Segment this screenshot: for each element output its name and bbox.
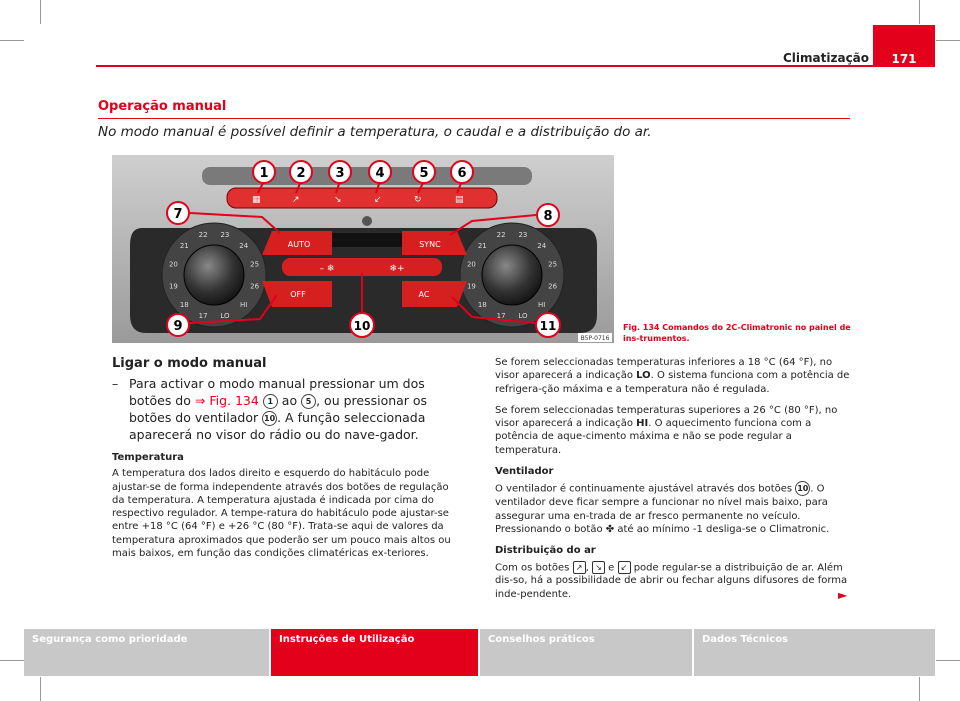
dial-tick-label: 18 (179, 301, 189, 310)
callout-7: 7 (173, 207, 183, 222)
lo-text-b: . O sistema funciona com a potência de refrigera-ção máxima e a temperatura não é regulada. (495, 370, 850, 395)
lo-paragraph (495, 356, 851, 396)
dial-tick-label: 24 (537, 241, 547, 250)
footer-tab-instructions[interactable]: Instruções de Utilização (271, 629, 478, 676)
button-10-ref: 10 (262, 411, 277, 426)
dist-sep1: , (585, 562, 589, 574)
right-temperature-knob (482, 245, 542, 305)
dial-tick-label: 26 (548, 282, 558, 291)
crop-mark (0, 660, 24, 661)
hi-text-a: Se forem seleccionadas temperaturas superiores a 26 °C (80 °F), no visor aparecerá a indicação (495, 404, 838, 430)
dial-tick-label: 22 (496, 230, 506, 239)
dial-tick-label: 23 (518, 230, 528, 239)
page-number: 171 (873, 25, 935, 67)
fan-icon: ✤ (605, 523, 615, 535)
manual-mode-heading: Ligar o modo manual (112, 356, 267, 371)
center-display (322, 233, 412, 247)
dial-tick-label: 25 (250, 260, 260, 269)
callout-9: 9 (173, 319, 183, 334)
fan-text-b: . O ventilador deve ficar sempre a funcionar no nível mais baixo, para assegurar uma en-trada de ar fresco permanente no veículo. Pressionando o botão (495, 483, 828, 535)
temperature-section (112, 451, 464, 568)
callout-1: 1 (259, 166, 269, 181)
crop-mark (0, 40, 24, 41)
crop-mark (919, 677, 920, 701)
dial-tick-label: 26 (250, 282, 260, 291)
dist-sep2: e (608, 562, 615, 574)
air-feet-icon: ↙ (374, 195, 382, 205)
sync-label: SYNC (419, 240, 441, 249)
dial-tick-label: 20 (168, 260, 178, 269)
fan-heading: Ventilador (495, 466, 554, 478)
button-1-ref: 1 (263, 394, 278, 409)
dial-tick-label: 23 (220, 230, 230, 239)
temperature-heading: Temperatura (112, 452, 184, 463)
dial-tick-label: HI (240, 301, 248, 310)
callout-8: 8 (543, 209, 553, 224)
step-ao: ao (281, 393, 298, 408)
fig-reference-link[interactable]: ⇒ Fig. 134 (194, 393, 259, 408)
fan-minus-label: – ❄ (319, 264, 335, 274)
left-temperature-knob (184, 245, 244, 305)
crop-mark (40, 0, 41, 24)
crop-mark (936, 40, 960, 41)
hi-paragraph (495, 404, 851, 457)
fan-plus-label: ❄+ (389, 264, 405, 274)
callout-6: 6 (457, 166, 467, 181)
air-up-icon: ↗ (292, 195, 300, 205)
rear-defrost-icon: ▤ (455, 195, 464, 205)
section-rule (98, 118, 850, 119)
dial-tick-label: 20 (466, 260, 476, 269)
fan-text-a: O ventilador é continuamente ajustável através dos botões (495, 483, 793, 495)
dial-tick-label: HI (538, 301, 546, 310)
footer-tab-tips[interactable]: Conselhos práticos (480, 629, 692, 676)
crop-mark (40, 677, 41, 701)
dial-tick-label: 21 (477, 241, 487, 250)
callout-4: 4 (375, 166, 385, 181)
step-text-a: Para activar o modo manual pressionar um dos botões do (129, 376, 425, 408)
temperature-text: A temperatura dos lados direito e esquerdo do habitáculo pode ajustar-se de forma independente através dos botões de regulação da temperatura. A temperatura ajustada é indicada por cima do respectivo regulador. A tempe-ratura do habitáculo pode ajustar-se entre +18 °C (64 °F) e +26 °C (80 °F). Trata-se aqui de valores da temperatura aproximados que poderão ser um pouco mais altos ou mais baixos, em função das condições climatéricas ex-teriores. (112, 468, 451, 560)
off-label: OFF (290, 290, 306, 299)
step-text-c: . A função seleccionada aparecerá no visor do rádio ou do nave-gador. (129, 410, 426, 442)
crop-mark (936, 660, 960, 661)
section-title: Operação manual (98, 99, 227, 114)
air-feet-icon: ↙ (618, 561, 631, 574)
air-body-icon: ↘ (334, 195, 342, 205)
continue-arrow-icon: ► (838, 588, 848, 602)
callout-2: 2 (296, 166, 306, 181)
air-body-icon: ↘ (592, 561, 605, 574)
crop-mark (919, 0, 920, 24)
fan-paragraph (495, 481, 851, 536)
callout-3: 3 (335, 166, 345, 181)
footer-tab-technical[interactable]: Dados Técnicos (694, 629, 935, 676)
step-dash: – (112, 376, 119, 391)
callout-10: 10 (353, 319, 371, 333)
defrost-icon: ▦ (252, 195, 261, 205)
lo-text-a: Se forem seleccionadas temperaturas inferiores a 18 °C (64 °F), no visor aparecerá a indicação (495, 357, 833, 382)
button-5-ref: 5 (301, 394, 316, 409)
right-column (495, 356, 851, 609)
ac-label: AC (418, 290, 430, 299)
dial-tick-label: LO (220, 312, 230, 321)
callout-5: 5 (419, 166, 429, 181)
dial-tick-label: 18 (477, 301, 487, 310)
fan-text-c: até ao mínimo -1 desliga-se o Climatronic. (617, 523, 830, 535)
lo-indicator: LO (636, 370, 651, 382)
callout-11: 11 (539, 319, 557, 333)
dial-tick-label: 24 (239, 241, 249, 250)
air-up-icon: ↗ (573, 561, 586, 574)
sensor-icon (362, 216, 372, 226)
hi-indicator: HI (636, 418, 649, 430)
vent-slot (202, 167, 532, 185)
dial-tick-label: 19 (466, 282, 476, 291)
header-rule (96, 65, 934, 67)
section-intro: No modo manual é possível definir a temperatura, o caudal e a distribuição do ar. (98, 124, 652, 140)
distribution-heading: Distribuição do ar (495, 545, 596, 557)
chapter-title: Climatização (783, 51, 870, 65)
recirc-icon: ↻ (414, 195, 422, 205)
dist-text-a: Com os botões (495, 562, 570, 574)
dial-tick-label: LO (518, 312, 528, 321)
dial-tick-label: 25 (548, 260, 558, 269)
dial-tick-label: 22 (198, 230, 208, 239)
dist-text-b: pode regular-se a distribuição de ar. Além dis-so, há a possibilidade de abrir ou fechar alguns difusores de forma inde-pendente. (495, 562, 848, 600)
dial-tick-label: 19 (168, 282, 178, 291)
climatronic-figure (112, 155, 614, 343)
step-text-b: , ou pressionar os botões do ventilador (129, 393, 428, 425)
footer-tab-safety[interactable]: Segurança como prioridade (24, 629, 269, 676)
figure-caption: Fig. 134 Comandos do 2C-Climatronic no painel de ins-trumentos. (623, 323, 851, 343)
dial-tick-label: 17 (496, 312, 506, 321)
dial-tick-label: 21 (179, 241, 189, 250)
button-10-ref: 10 (795, 481, 810, 496)
auto-label: AUTO (287, 240, 311, 249)
figure-code: B5P-0716 (580, 335, 610, 342)
distribution-paragraph (495, 561, 851, 601)
hi-text-b: . O aquecimento funciona com a potência de aque-cimento máxima e não se pode regular a temperatura. (495, 418, 812, 456)
dial-tick-label: 17 (198, 312, 208, 321)
